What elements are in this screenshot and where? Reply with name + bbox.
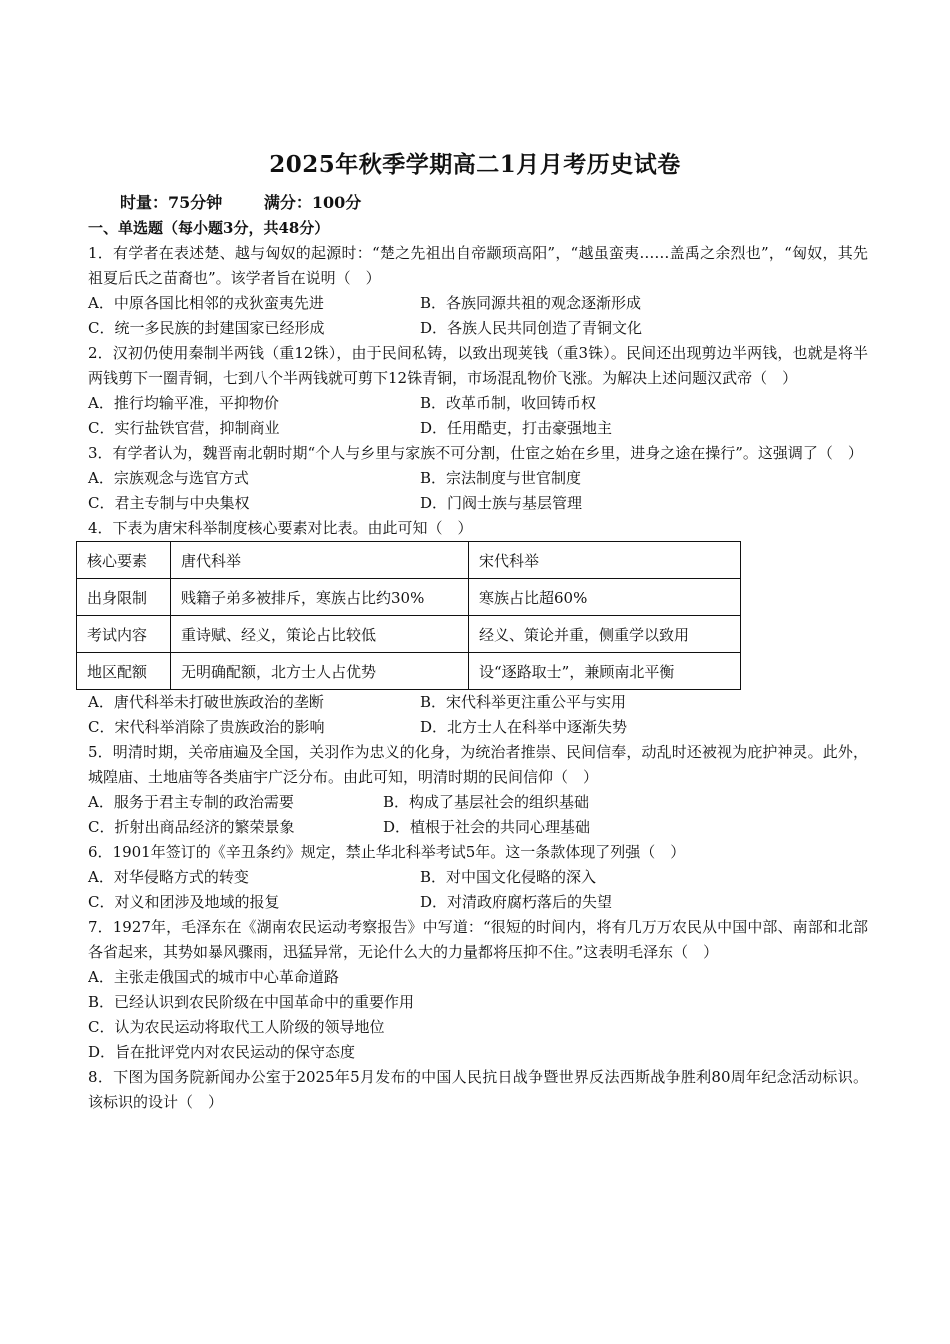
question-5-options-row-1 bbox=[88, 790, 868, 815]
question-2-option-a: A．推行均输平准，平抑物价 bbox=[88, 394, 279, 412]
question-1-option-b: B．各族同源共祖的观念逐渐形成 bbox=[420, 294, 642, 312]
table-cell: 设“逐路取士”，兼顾南北平衡 bbox=[469, 653, 741, 690]
question-3-stem: 3．有学者认为，魏晋南北朝时期“个人与乡里与家族不可分割，仕宦之始在乡里，进身之途在操行”。这强调了（ ） bbox=[88, 444, 863, 462]
question-4-option-d: D．北方士人在科举中逐渐失势 bbox=[420, 718, 628, 736]
question-7-option-b: B．已经认识到农民阶级在中国革命中的重要作用 bbox=[88, 993, 415, 1011]
table-row bbox=[77, 653, 741, 690]
table-cell: 出身限制 bbox=[77, 579, 171, 616]
question-4-option-a: A．唐代科举未打破世族政治的垄断 bbox=[88, 693, 324, 711]
question-2-options-row-2 bbox=[88, 416, 868, 441]
question-3-option-a: A．宗族观念与选官方式 bbox=[88, 469, 249, 487]
question-2-stem: 2．汉初仍使用秦制半两钱（重12铢），由于民间私铸，以致出现荚钱（重3铢）。民间还出现剪边半两钱，也就是将半两钱剪下一圈青铜，七到八个半两钱就可剪下12铢青铜，市场混乱物价飞涨。为解决上述问题汉武帝（ ） bbox=[88, 344, 868, 387]
question-1-stem: 1．有学者在表述楚、越与匈奴的起源时：“楚之先祖出自帝颛顼高阳”，“越虽蛮夷……盖禹之余烈也”，“匈奴，其先祖夏后氏之苗裔也”。该学者旨在说明（ ） bbox=[88, 244, 868, 287]
question-7-stem: 7．1927年，毛泽东在《湖南农民运动考察报告》中写道：“很短的时间内，将有几万万农民从中国中部、南部和北部各省起来，其势如暴风骤雨，迅猛异常，无论什么大的力量都将压抑不住。”这表明毛泽东（ ） bbox=[88, 918, 868, 961]
question-2-option-c: C．实行盐铁官营，抑制商业 bbox=[88, 419, 280, 437]
question-5-option-d: D．植根于社会的共同心理基础 bbox=[383, 818, 591, 836]
table-cell: 重诗赋、经义，策论占比较低 bbox=[171, 616, 469, 653]
question-6-stem: 6．1901年签订的《辛丑条约》规定，禁止华北科举考试5年。这一条款体现了列强（ ） bbox=[88, 843, 686, 861]
exam-content bbox=[88, 216, 868, 1115]
question-1-option-c: C．统一多民族的封建国家已经形成 bbox=[88, 319, 325, 337]
exam-score: 满分：100分 bbox=[263, 193, 362, 212]
question-5-option-c: C．折射出商品经济的繁荣景象 bbox=[88, 818, 295, 836]
question-5-option-a: A．服务于君主专制的政治需要 bbox=[88, 793, 294, 811]
exam-title: 2025年秋季学期高二1月月考历史试卷 bbox=[269, 151, 681, 178]
question-7-option-a: A．主张走俄国式的城市中心革命道路 bbox=[88, 968, 339, 986]
question-3-option-c: C．君主专制与中央集权 bbox=[88, 494, 250, 512]
question-7-option-d: D．旨在批评党内对农民运动的保守态度 bbox=[88, 1043, 356, 1061]
question-6-option-b: B．对中国文化侵略的深入 bbox=[420, 868, 597, 886]
question-5-options-row-2 bbox=[88, 815, 868, 840]
table-header: 宋代科举 bbox=[469, 542, 741, 579]
table-header-row bbox=[77, 542, 741, 579]
question-2-option-b: B．改革币制，收回铸币权 bbox=[420, 394, 597, 412]
table-cell: 寒族占比超60% bbox=[469, 579, 741, 616]
question-5-stem: 5．明清时期，关帝庙遍及全国，关羽作为忠义的化身，为统治者推崇、民间信奉，动乱时还被视为庇护神灵。此外，城隍庙、土地庙等各类庙宇广泛分布。由此可知，明清时期的民间信仰（ ） bbox=[88, 743, 868, 786]
question-3-option-d: D．门阀士族与基层管理 bbox=[420, 494, 583, 512]
table-cell: 经义、策论并重，侧重学以致用 bbox=[469, 616, 741, 653]
question-1-options-row-2 bbox=[88, 316, 868, 341]
table-cell: 无明确配额，北方士人占优势 bbox=[171, 653, 469, 690]
question-1-option-a: A．中原各国比相邻的戎狄蛮夷先进 bbox=[88, 294, 324, 312]
table-row bbox=[77, 579, 741, 616]
question-6-option-c: C．对义和团涉及地域的报复 bbox=[88, 893, 280, 911]
question-5-option-b: B．构成了基层社会的组织基础 bbox=[383, 793, 590, 811]
table-cell: 考试内容 bbox=[77, 616, 171, 653]
question-6-option-a: A．对华侵略方式的转变 bbox=[88, 868, 249, 886]
question-7-option-c: C．认为农民运动将取代工人阶级的领导地位 bbox=[88, 1018, 385, 1036]
exam-time: 时量：75分钟 bbox=[120, 193, 223, 212]
table-row bbox=[77, 616, 741, 653]
exam-meta bbox=[120, 190, 397, 213]
question-1-options-row-1 bbox=[88, 291, 868, 316]
question-2-options-row-1 bbox=[88, 391, 868, 416]
question-4-option-c: C．宋代科举消除了贵族政治的影响 bbox=[88, 718, 325, 736]
question-6-options-row-2 bbox=[88, 890, 868, 915]
question-3-options-row-1 bbox=[88, 466, 868, 491]
table-header: 核心要素 bbox=[77, 542, 171, 579]
table-cell: 贱籍子弟多被排斥，寒族占比约30% bbox=[171, 579, 469, 616]
question-4-options-row-2 bbox=[88, 715, 868, 740]
section-heading: 一、单选题（每小题3分，共48分） bbox=[88, 219, 330, 237]
question-3-options-row-2 bbox=[88, 491, 868, 516]
question-4-stem: 4．下表为唐宋科举制度核心要素对比表。由此可知（ ） bbox=[88, 519, 473, 537]
question-4-options-row-1 bbox=[88, 690, 868, 715]
question-4-option-b: B．宋代科举更注重公平与实用 bbox=[420, 693, 627, 711]
question-6-options-row-1 bbox=[88, 865, 868, 890]
question-8-stem: 8．下图为国务院新闻办公室于2025年5月发布的中国人民抗日战争暨世界反法西斯战争胜利80周年纪念活动标识。该标识的设计（ ） bbox=[88, 1068, 868, 1111]
question-2-option-d: D．任用酷吏，打击豪强地主 bbox=[420, 419, 613, 437]
comparison-table bbox=[76, 541, 741, 690]
question-1-option-d: D．各族人民共同创造了青铜文化 bbox=[420, 319, 643, 337]
table-header: 唐代科举 bbox=[171, 542, 469, 579]
question-3-option-b: B．宗法制度与世官制度 bbox=[420, 469, 582, 487]
question-6-option-d: D．对清政府腐朽落后的失望 bbox=[420, 893, 613, 911]
table-cell: 地区配额 bbox=[77, 653, 171, 690]
